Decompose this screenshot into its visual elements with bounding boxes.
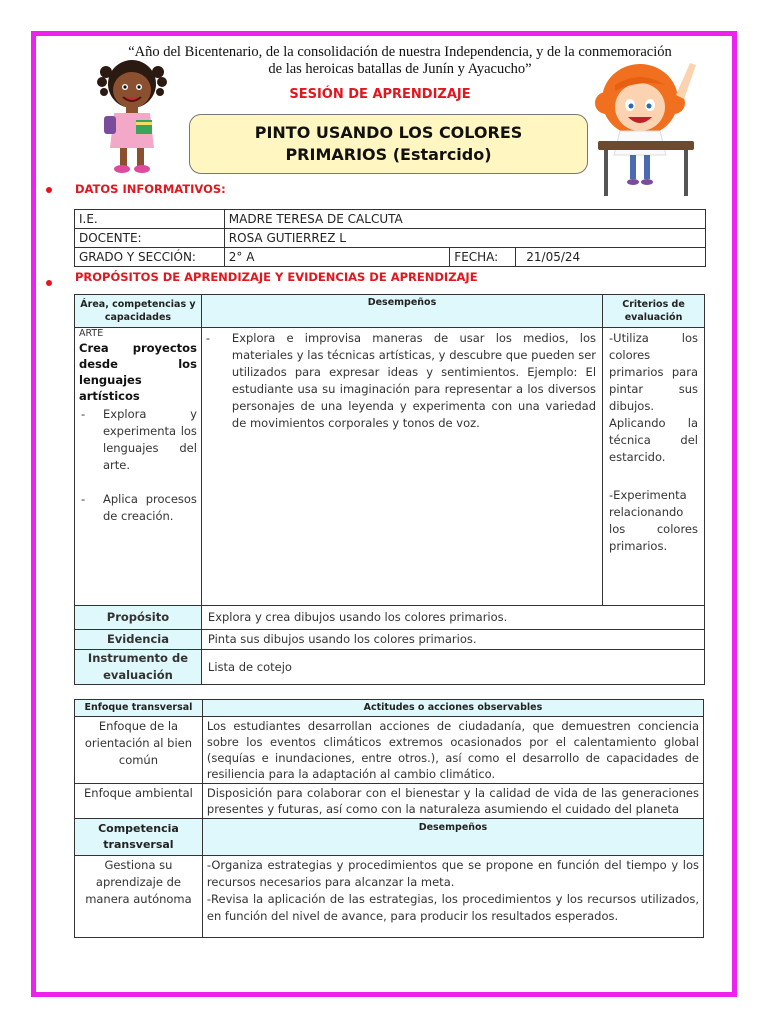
table-row (75, 856, 704, 938)
bullet-icon (46, 187, 52, 193)
propositos-table (74, 294, 705, 685)
col-header-enfoque: Enfoque transversal (75, 700, 203, 717)
table-row (75, 328, 705, 606)
table-row (75, 630, 705, 650)
table-row (75, 210, 706, 229)
table-row (75, 650, 705, 685)
girl-with-books-illustration (92, 50, 172, 180)
capacidad-1: Explora y experimenta los lenguajes del arte. (103, 407, 197, 472)
actitud-1: Los estudiantes desarrollan acciones de ciudadanía, que demuestren conciencia sobre los eventos climáticos extremos ocasionados por el calentamiento global (sequías e inundaciones, entre otros.), así como el desarrollo de capacidades de resiliencia para la adaptación al cambio climático. (202, 717, 703, 784)
table-row (75, 717, 704, 784)
capacidades-list (79, 406, 197, 525)
table-row (75, 819, 704, 856)
propositos-heading: PROPÓSITOS DE APRENDIZAJE Y EVIDENCIAS DE APRENDIZAJE (75, 270, 478, 284)
proposito-value: Explora y crea dibujos usando los colores primarios. (201, 606, 704, 630)
desempeno-text: Explora e improvisa maneras de usar los medios, los materiales y las técnicas artísticas, y descubre que pueden ser utilizados para expresar ideas y sentimientos. Ejemplo: El estudiante usa su imaginación para representar a los diversos personajes de una leyenda y experimenta con una variedad de movimientos corporales y tonos de voz. (231, 331, 597, 430)
comp-desempeno-1: -Organiza estrategias y procedimientos que se propone en función del tiempo y los recursos necesarios para alcanzar la meta. (206, 858, 699, 889)
session-title-box (189, 114, 588, 174)
enfoques-table (74, 699, 704, 938)
list-item (81, 406, 197, 474)
motto-line-2: de las heroicas batallas de Junín y Ayacucho” (268, 61, 532, 77)
session-title-line-1: PINTO USANDO LOS COLORES (254, 123, 523, 142)
comp-desempenos-cell (202, 856, 703, 938)
enfoque-1: Enfoque de la orientación al bien común (75, 717, 203, 784)
ie-label: I.E. (75, 210, 225, 229)
table-row (75, 229, 706, 248)
grado-label: GRADO Y SECCIÓN: (75, 248, 225, 267)
criterio-1: -Utiliza los colores primarios para pintar sus dibujos. Aplicando la técnica del estarcido. (609, 331, 698, 464)
datos-heading: DATOS INFORMATIVOS: (75, 182, 226, 196)
datos-table (74, 209, 706, 267)
col-header-criterios: Criterios de evaluación (603, 295, 705, 328)
dash-marker: - (81, 407, 86, 421)
ie-value: MADRE TERESA DE CALCUTA (224, 210, 705, 229)
bullet-icon (46, 280, 52, 286)
col-header-desempenos: Desempeños (201, 295, 602, 328)
dash-marker: - (81, 492, 86, 506)
girl-at-desk-illustration (590, 55, 700, 200)
motto-line-1: “Año del Bicentenario, de la consolidación de nuestra Independencia, y de la conmemoración (128, 44, 672, 60)
docente-label: DOCENTE: (75, 229, 225, 248)
table-row (75, 606, 705, 630)
area-name: ARTE (79, 328, 104, 339)
table-row (75, 700, 704, 717)
table-row (75, 784, 704, 819)
session-title-line-2: PRIMARIOS (Estarcido) (285, 145, 492, 164)
competencia-value: Gestiona su aprendizaje de manera autónoma (75, 856, 203, 938)
criterio-2: -Experimenta relacionando los colores primarios. (609, 488, 698, 553)
dash-marker: - (205, 331, 211, 345)
capacidad-2: Aplica procesos de creación. (103, 492, 197, 523)
docente-value: ROSA GUTIERREZ L (224, 229, 705, 248)
col-header-area: Área, competencias y capacidades (75, 295, 202, 328)
list-item (81, 491, 197, 525)
comp-desempenos-header: Desempeños (202, 819, 703, 856)
actitud-2: Disposición para colaborar con el bienestar y la calidad de vida de las generaciones presentes y futuras, así como con la naturaleza asumiendo el cuidado del planeta (202, 784, 703, 819)
evidencia-value: Pinta sus dibujos usando los colores primarios. (201, 630, 704, 650)
instrumento-value: Lista de cotejo (201, 650, 704, 685)
area-cell (75, 328, 202, 606)
session-label: SESIÓN DE APRENDIZAJE (289, 87, 471, 102)
evidencia-label: Evidencia (75, 630, 202, 650)
col-header-actitudes: Actitudes o acciones observables (202, 700, 703, 717)
table-row (75, 248, 706, 267)
criterios-cell (603, 328, 705, 606)
proposito-label: Propósito (75, 606, 202, 630)
fecha-label: FECHA: (450, 248, 516, 267)
fecha-value: 21/05/24 (516, 248, 706, 267)
comp-desempeno-2: -Revisa la aplicación de las estrategias, los procedimientos y los recursos utilizados, en función del nivel de avance, para producir los resultados esperados. (206, 892, 699, 923)
table-row (75, 295, 705, 328)
desempeno-cell (201, 328, 602, 606)
competencia-transversal-header: Competencia transversal (75, 819, 203, 856)
desempeno-item (206, 330, 596, 432)
grado-value: 2° A (224, 248, 450, 267)
enfoque-2: Enfoque ambiental (75, 784, 203, 819)
instrumento-label: Instrumento de evaluación (75, 650, 202, 685)
competencia: Crea proyectos desde los lenguajes artísticos (79, 341, 197, 403)
